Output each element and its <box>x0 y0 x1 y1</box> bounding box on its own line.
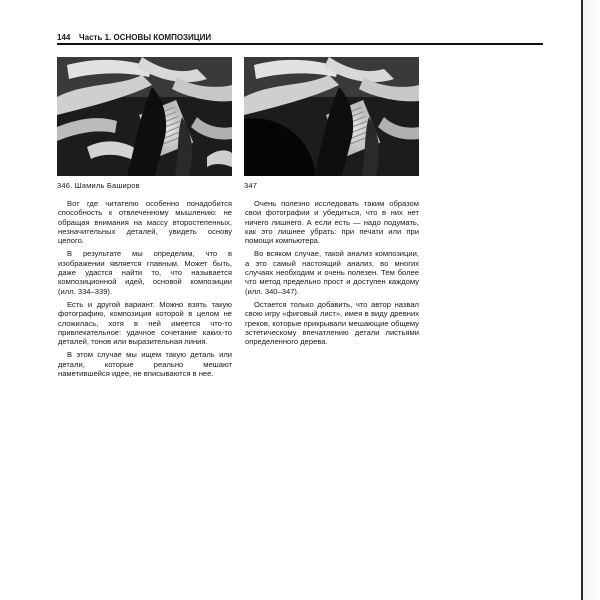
header-rule <box>57 43 543 45</box>
running-header <box>57 33 543 43</box>
paragraph: Очень полезно исследовать таким образом свои фотографии и убедиться, что в них нет ничего лишнего. А если есть — надо подумать, как это лишнее убрать: при печати или при помощи компьютера. <box>245 199 419 246</box>
text-column-right <box>245 199 419 350</box>
paragraph: В результате мы определим, что в изображении является главным. Может быть, даже удастся найти то, что называется композиционной идей, основой композиции (илл. 334–339). <box>58 249 232 296</box>
paragraph: Вот где читателю особенно понадобится способность к отвлеченному мышлению: не обращая внимания на массу второстепенных, незначительных деталей, увидеть основу целого. <box>58 199 232 246</box>
paragraph: Во всяком случае, такой анализ композиции, а это самый настоящий анализ, во многих случаях необходим и очень полезен. Тем более что метод предельно прост и доступен каждому (илл. 340–347). <box>245 249 419 296</box>
paragraph: Остается только добавить, что автор назвал свою игру «фиговый лист», имея в виду древних греков, которые прикрывали мешающие общему эстетическому впечатлению детали листьями определенного дерева. <box>245 299 419 347</box>
page-margin-shadow <box>583 0 600 600</box>
figure-346-caption: 346. Шамиль Баширов <box>57 181 140 190</box>
page-number: 144 <box>57 33 71 42</box>
figure-346-photo <box>57 57 232 176</box>
running-title: Часть 1. ОСНОВЫ КОМПОЗИЦИИ <box>79 33 212 42</box>
figure-347-photo <box>244 57 419 176</box>
text-column-left <box>58 199 232 382</box>
paragraph: В этом случае мы ищем такую деталь или детали, которые реально мешают наметившейся идее, не вписываются в нее. <box>58 350 232 379</box>
figure-347-caption: 347 <box>244 181 258 190</box>
paragraph: Есть и другой вариант. Можно взять такую фотографию, композиция которой в целом не сложилась, хотя в ней имеется что-то привлекательное: удачное сочетание каких-то деталей, тонов или выразительная линия. <box>58 299 232 347</box>
